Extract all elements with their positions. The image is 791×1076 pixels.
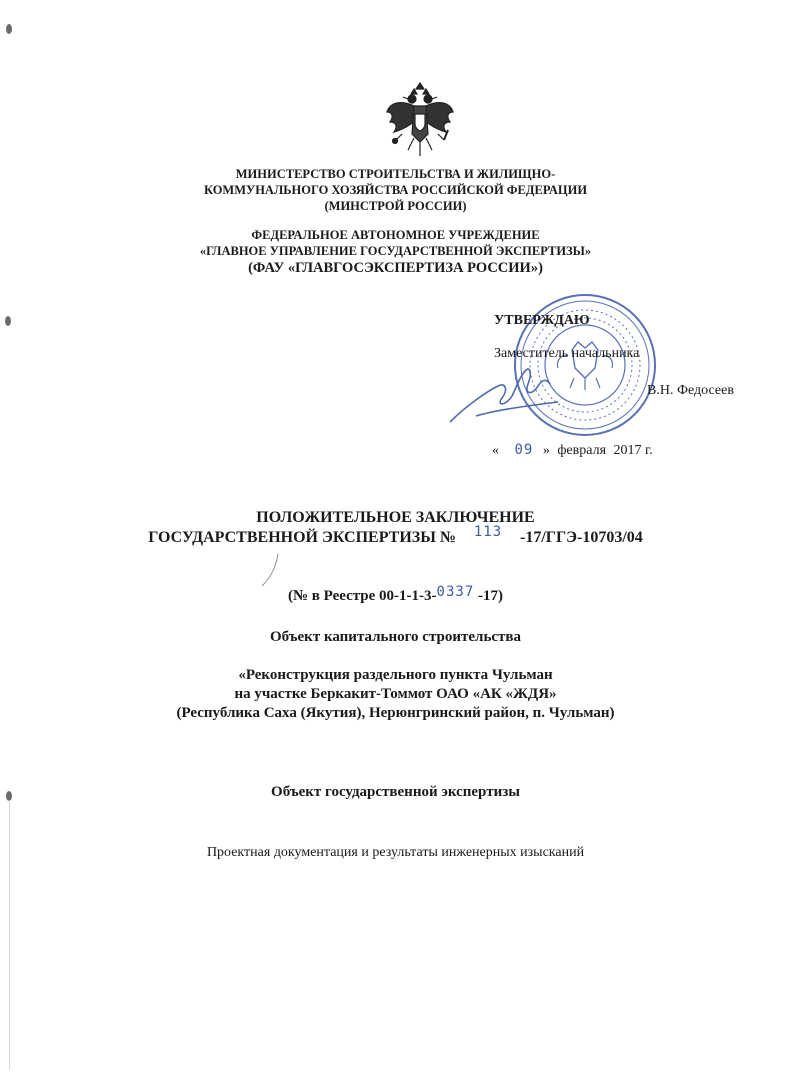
approval-date [492,442,653,459]
agency-line: «ГЛАВНОЕ УПРАВЛЕНИЕ ГОСУДАРСТВЕННОЙ ЭКСПЕРТИЗЫ» [199,244,592,258]
agency-line: ФЕДЕРАЛЬНОЕ АВТОНОМНОЕ УЧРЕЖДЕНИЕ [251,228,540,242]
conclusion-title-line: ПОЛОЖИТЕЛЬНОЕ ЗАКЛЮЧЕНИЕ [256,509,535,526]
date-quote-close: » [542,443,550,458]
object-heading: Объект капитального строительства [269,629,521,645]
approver-position: Заместитель начальника [494,346,640,361]
conclusion-number-suffix: -17/ГГЭ-10703/04 [520,529,643,546]
object-name-line: «Реконструкция раздельного пункта Чульман [238,667,553,683]
object-name [0,666,791,723]
conclusion-number-stamp: 113 [473,524,503,540]
expertise-heading: Объект государственной экспертизы [271,784,520,800]
registry-suffix: -17) [474,588,504,604]
approval-title: УТВЕРЖДАЮ [494,313,590,328]
date-month: февраля [557,443,607,458]
conclusion-number-prefix: ГОСУДАРСТВЕННОЙ ЭКСПЕРТИЗЫ № [148,529,457,546]
ministry-line: КОММУНАЛЬНОГО ХОЗЯЙСТВА РОССИЙСКОЙ ФЕДЕРАЦИИ [203,183,588,197]
date-quote-open: « [492,443,499,458]
expertise-subject: Проектная документация и результаты инженерных изысканий [206,845,585,860]
double-headed-eagle-icon [384,82,456,160]
ministry-name [0,166,791,214]
pen-mark [258,552,282,588]
conclusion-number-line [0,524,791,548]
registry-prefix: (№ в Реестре 00-1-1-3- [287,588,437,604]
object-name-line: (Республика Саха (Якутия), Нерюнгринский район, п. Чульман) [176,705,615,721]
margin-line [9,800,10,1070]
handwritten-signature [446,356,566,430]
punch-hole-icon [6,24,12,34]
agency-line: (ФАУ «ГЛАВГОСЭКСПЕРТИЗА РОССИИ») [248,260,543,276]
approver-name: В.Н. Федосеев [647,383,734,398]
conclusion-title [0,508,791,548]
registry-line [0,584,791,605]
registry-stamp: 0337 [436,584,475,600]
object-name-line: на участке Беркакит-Томмот ОАО «АК «ЖДЯ» [234,686,557,702]
date-day: 09 [514,442,534,458]
ministry-line: МИНИСТЕРСТВО СТРОИТЕЛЬСТВА И ЖИЛИЩНО- [235,167,556,181]
punch-hole-icon [5,316,11,326]
agency-name [0,227,791,278]
date-year: 2017 г. [613,443,653,458]
ministry-line: (МИНСТРОЙ РОССИИ) [324,199,467,213]
